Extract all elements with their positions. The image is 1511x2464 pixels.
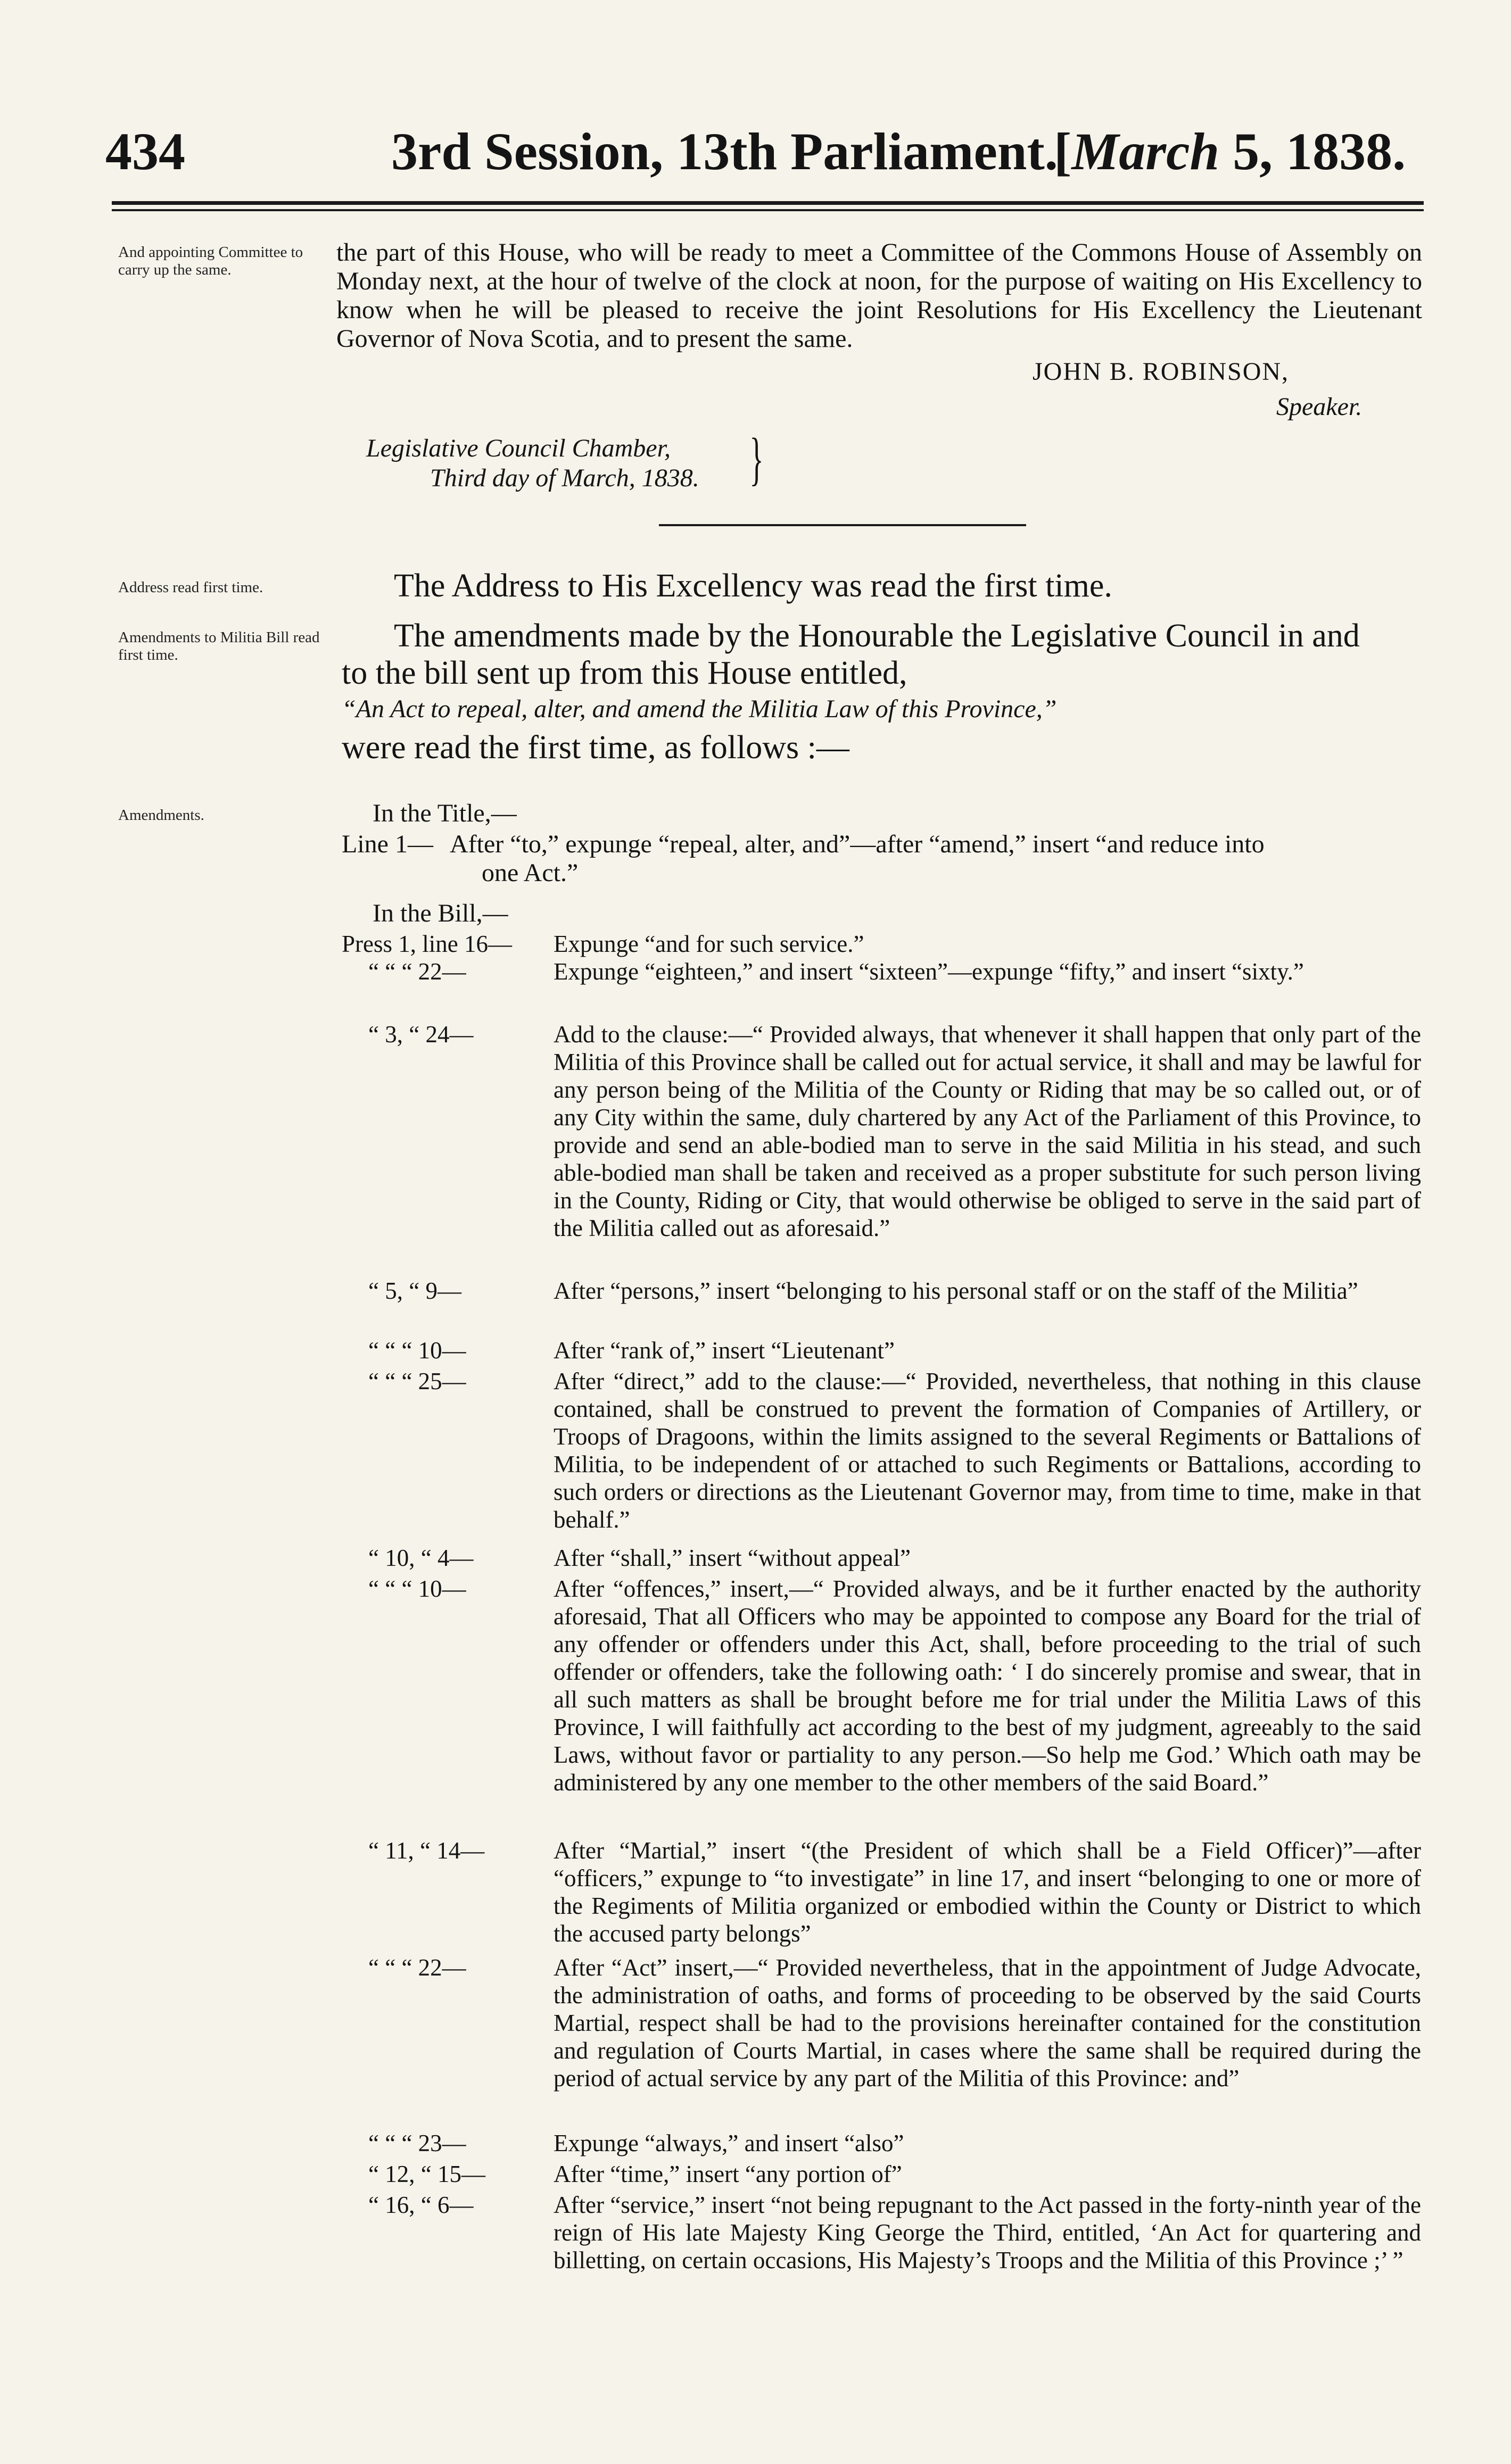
amend-text-4: After “persons,” insert “belonging to his personal staff or on the staff of the Militia” [554,1277,1358,1304]
amend-ref-7: “ 10, “ 4— [368,1545,474,1571]
title-heading: In the Title,— [373,799,517,827]
address-read-line: The Address to His Excellency was read the first time. [394,568,1112,604]
amend-ref-5: “ “ “ 10— [368,1337,466,1364]
amend-intro-line-3: were read the first time, as follows :— [342,729,849,766]
margin-note-address: Address read first time. [118,579,263,596]
date-rest: 5, 1838. [1219,122,1406,181]
place-line-1: Legislative Council Chamber, [366,434,671,462]
amend-ref-6: “ “ “ 25— [368,1368,466,1395]
amend-intro-line-1: The amendments made by the Honourable the Legislative Council in and [394,618,1360,654]
margin-note-committee: And appointing Committee to carry up the same. [118,244,303,278]
amend-text-11: Expunge “always,” and insert “also” [554,2130,904,2156]
date-bracket: [ [1054,122,1072,181]
title-line-cont: one Act.” [482,859,579,887]
amend-ref-8: “ “ “ 10— [368,1575,466,1602]
amend-text-3: Add to the clause:—“ Provided always, that whenever it shall happen that only part of the Militia of this Province shall be called out for actual service, it shall and may be lawful for any person being of the Militia of the County or Riding that may be so called out, or of any City within the same, duly chartered by any Act of the Parliament of this Province, to provide and send an able-bodied man to serve in the said Militia in his stead, and such able-bodied man shall be taken and received as a proper substitute for such person living in the County, Riding or City, that would otherwise be obliged to serve in the said part of the Militia called out as aforesaid.” [554,1021,1421,1241]
amend-text-12: After “time,” insert “any portion of” [554,2161,902,2187]
page-number: 434 [105,122,185,181]
margin-note-amendments: Amendments. [118,807,204,824]
amend-ref-3: “ 3, “ 24— [368,1021,474,1048]
amend-ref-13: “ 16, “ 6— [368,2192,474,2218]
place-line-2: Third day of March, 1838. [430,464,699,492]
amend-text-8: After “offences,” insert,—“ Provided always, and be it further enacted by the authority aforesaid, That all Officers who may be appointed to compose any Board for the trial of any offender or offenders under this Act, shall, before proceeding to the trial of such offender or offenders, take the following oath: ‘ I do sincerely promise and swear, that in all such matters as shall be brought before me for trial under the Militia Laws of this Province, I will faithfully act according to the best of my judgment, agreeably to the said Laws, without favor or partiality to any person.—So help me God.’ Which oath may be administered by any one member to the other members of the said Board.” [554,1575,1421,1796]
date-month: March [1071,122,1220,181]
amend-ref-12: “ 12, “ 15— [368,2161,485,2187]
signature-name: JOHN B. ROBINSON, [1033,358,1290,386]
margin-note-militia: Amendments to Militia Bill read first time. [118,629,320,663]
amend-text-13: After “service,” insert “not being repugnant to the Act passed in the forty-ninth year of the reign of His late Majesty King George the Third, entitled, ‘An Act for quartering and billetting, on certain occasions, His Majesty’s Troops and the Militia of this Province ;’ ” [554,2192,1421,2274]
amend-ref-9: “ 11, “ 14— [368,1837,485,1864]
amend-text-7: After “shall,” insert “without appeal” [554,1545,911,1571]
amend-ref-4: “ 5, “ 9— [368,1277,461,1304]
amend-text-10: After “Act” insert,—“ Provided nevertheless, that in the appointment of Judge Advocate, the administration of oaths, and forms of proceeding to be observed by the said Courts Martial, respect shall be had to the provisions hereinafter contained for the constitution and regulation of Courts Martial, in cases where the same shall be required during the period of actual service by any part of the Militia of this Province: and” [554,1954,1421,2092]
amend-ref-10: “ “ “ 22— [368,1954,466,1981]
amend-intro-line-2: to the bill sent up from this House entitled, [342,655,907,691]
act-title: “An Act to repeal, alter, and amend the Militia Law of this Province,” [342,695,1057,723]
title-line-ref: Line 1— [342,830,433,858]
section-divider [659,524,1026,526]
bill-heading: In the Bill,— [373,899,508,927]
amend-ref-11: “ “ “ 23— [368,2130,466,2156]
signature-title: Speaker. [1276,393,1363,421]
amend-text-6: After “direct,” add to the clause:—“ Provided, nevertheless, that nothing in this clause contained, shall be construed to prevent the formation of Companies of Artillery, or Troops of Dragoons, within the limits assigned to the several Regiments or Battalions of Militia, to be independent of or attached to such Regiments or Battalions, according to such orders or directions as the Lieutenant Governor may, from time to time, make in that behalf.” [554,1368,1421,1533]
title-line-text: After “to,” expunge “repeal, alter, and”—after “amend,” insert “and reduce into [450,830,1265,858]
session-heading: 3rd Session, 13th Parliament. [391,122,1058,181]
amend-text-2: Expunge “eighteen,” and insert “sixteen”—expunge “fifty,” and insert “sixty.” [554,958,1304,985]
header-rule-top [112,201,1424,205]
amend-text-9: After “Martial,” insert “(the President of which shall be a Field Officer)”—after “officers,” expunge to “to investigate” in line 17, and insert “belonging to one or more of the Regiments of Militia organized or embodied within the County or District to which the accused party belongs” [554,1837,1421,1947]
amend-ref-2: “ “ “ 22— [368,958,466,985]
header-rule-bottom [112,209,1424,211]
date-heading [1054,120,1406,184]
amend-text-1: Expunge “and for such service.” [554,931,864,957]
amend-text-5: After “rank of,” insert “Lieutenant” [554,1337,895,1364]
amend-ref-1: Press 1, line 16— [342,931,512,957]
opening-paragraph: the part of this House, who will be ready to meet a Committee of the Commons House of Assembly on Monday next, at the hour of twelve of the clock at noon, for the purpose of waiting on His Excellency to know when he will be pleased to receive the joint Resolutions for His Excellency the Lieutenant Governor of Nova Scotia, and to present the same. [336,238,1422,353]
brace-glyph: } [749,426,764,491]
